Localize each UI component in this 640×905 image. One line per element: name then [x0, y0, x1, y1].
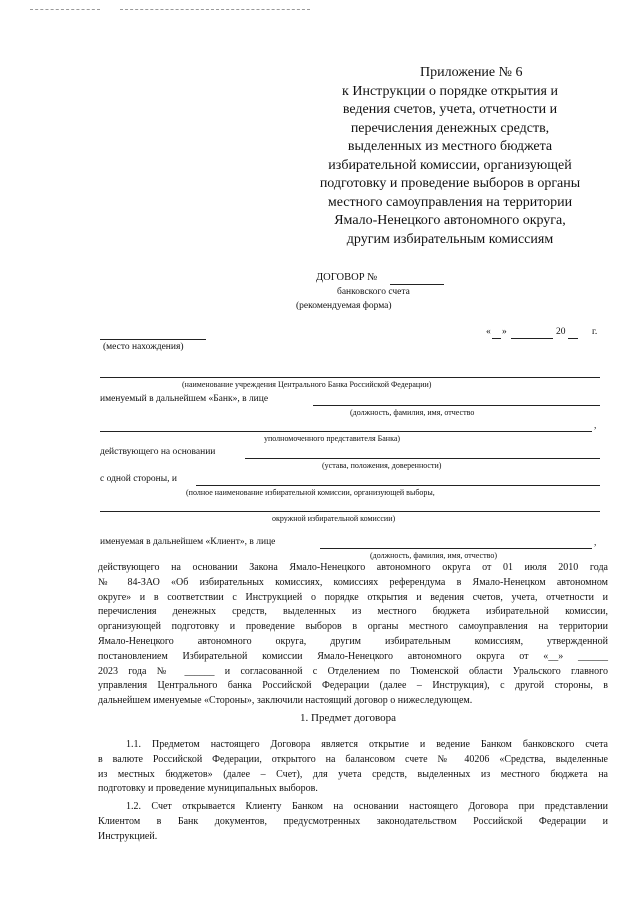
- rep-caption: уполномоченного представителя Банка): [264, 434, 401, 443]
- paragraph-line: из местных бюджетов» (далее – Счет), для учета средств, выделенных из местного бюджета на: [98, 768, 608, 780]
- commission-blank-2: [100, 511, 600, 512]
- paragraph-line: Ямало-Ненецкого автономного округа, другим избирательным комиссиям, утвержденной: [98, 635, 608, 647]
- contract-number-blank: [390, 284, 444, 285]
- client-rep-blank: [320, 548, 592, 549]
- paragraph-line: 2023 года № ______ и согласованной с Отделением по Тюменской области Уральского главного: [98, 665, 608, 677]
- commission-blank: [196, 485, 600, 486]
- paragraph-line: Инструкцией.: [98, 830, 158, 842]
- clause-1-1: [98, 738, 608, 797]
- bank-caption: (наименование учреждения Центрального Банка Российской Федерации): [182, 380, 432, 389]
- paragraph-line: округе» и в соответствии с Инструкцией о порядке открытия и ведения счетов, учета, отчетности и: [98, 591, 608, 603]
- district-caption: окружной избирательной комиссии): [272, 514, 396, 523]
- paragraph-line: № 84-ЗАО «Об избирательных комиссиях, комиссиях референдума в Ямало-Ненецком автономном: [98, 576, 608, 588]
- contract-title: ДОГОВОР №: [316, 272, 378, 283]
- form-note: (рекомендуемая форма): [296, 301, 392, 311]
- appendix-line: другим избирательным комиссиям: [346, 231, 554, 247]
- paragraph-line: действующего на основании Закона Ямало-Ненецкого автономного округа от 01 июля 2010 года: [98, 562, 608, 573]
- date-year-blank: [568, 338, 578, 339]
- paragraph-line: 1.1. Предметом настоящего Договора является открытие и ведение Банком банковского счета: [126, 739, 608, 750]
- date-year-suffix: г.: [592, 327, 598, 337]
- paragraph-line: подготовку и проведение муниципальных выборов.: [98, 783, 318, 795]
- client-caption: (должность, фамилия, имя, отчество): [370, 551, 497, 560]
- clause-1-2: [98, 800, 608, 844]
- client-named-text: именуемая в дальнейшем «Клиент», в лице: [100, 537, 276, 547]
- paragraph-line: управления Центрального банка Российской Федерации (далее – Инструкция), с другой стороны, в: [98, 680, 608, 692]
- bank-rep-blank: [313, 405, 600, 406]
- appendix-line: местного самоуправления на территории: [327, 194, 573, 210]
- appendix-line: избирательной комиссии, организующей: [328, 157, 572, 173]
- appendix-line: выделенных из местного бюджета: [347, 139, 553, 154]
- bank-named-text: именуемый в дальнейшем «Банк», в лице: [100, 394, 269, 404]
- appendix-line: к Инструкции о порядке открытия и: [342, 83, 558, 99]
- paragraph-line: дальнейшем именуемые «Стороны», заключили настоящий договор о нижеследующем.: [98, 695, 473, 707]
- date-open-quote: «: [486, 327, 491, 337]
- position-caption: (должность, фамилия, имя, отчество: [350, 408, 475, 417]
- appendix-line: Ямало-Ненецкого автономного округа,: [334, 213, 566, 228]
- paragraph-line: постановлением Избирательной комиссии Ямало-Ненецкого автономного округа от «__» ______: [98, 650, 608, 662]
- appendix-line: подготовку и проведение выборов в органы: [319, 176, 581, 191]
- appendix-title: Приложение № 6: [420, 65, 523, 80]
- date-year: 20: [556, 327, 566, 337]
- acting-basis-text: действующего на основании: [100, 447, 216, 457]
- bank-rep-blank-2: [100, 431, 592, 432]
- scan-artifact-line: [120, 9, 310, 10]
- paragraph-line: организующей подготовку и проведение выборов в органы местного самоуправления на территории: [98, 621, 608, 633]
- comma: ,: [594, 421, 597, 431]
- bank-name-blank: [100, 377, 600, 378]
- preamble-paragraph: [98, 561, 608, 709]
- place-caption: (место нахождения): [103, 342, 184, 352]
- paragraph-line: в валюте Российской Федерации, открытого на балансовом счете № 40206 «Средства, выделенные: [98, 753, 608, 765]
- charter-caption: (устава, положения, доверенности): [322, 461, 442, 470]
- commission-caption: (полное наименование избирательной комиссии, организующей выборы,: [186, 488, 435, 497]
- date-close-quote: »: [502, 327, 507, 337]
- scan-artifact-line: [30, 9, 100, 10]
- appendix-header: [300, 64, 600, 249]
- date-day-blank: [492, 338, 501, 339]
- one-side-text: с одной стороны, и: [100, 474, 177, 484]
- section-heading: 1. Предмет договора: [300, 712, 397, 724]
- paragraph-line: Клиентом в Банк документов, предусмотренных законодательством Российской Федерации и: [98, 815, 608, 827]
- acting-basis-blank: [245, 458, 600, 459]
- appendix-line: перечисления денежных средств,: [350, 120, 550, 136]
- paragraph-line: 1.2. Счет открывается Клиенту Банком на основании настоящего Договора при представлении: [126, 801, 608, 812]
- date-month-blank: [511, 338, 553, 339]
- comma: ,: [594, 538, 597, 548]
- contract-subtitle: банковского счета: [337, 287, 410, 297]
- appendix-line: ведения счетов, учета, отчетности и: [342, 102, 558, 117]
- place-blank: [100, 339, 206, 340]
- paragraph-line: перечисления денежных средств, выделенных из местного бюджета избирательной комиссии,: [98, 606, 608, 618]
